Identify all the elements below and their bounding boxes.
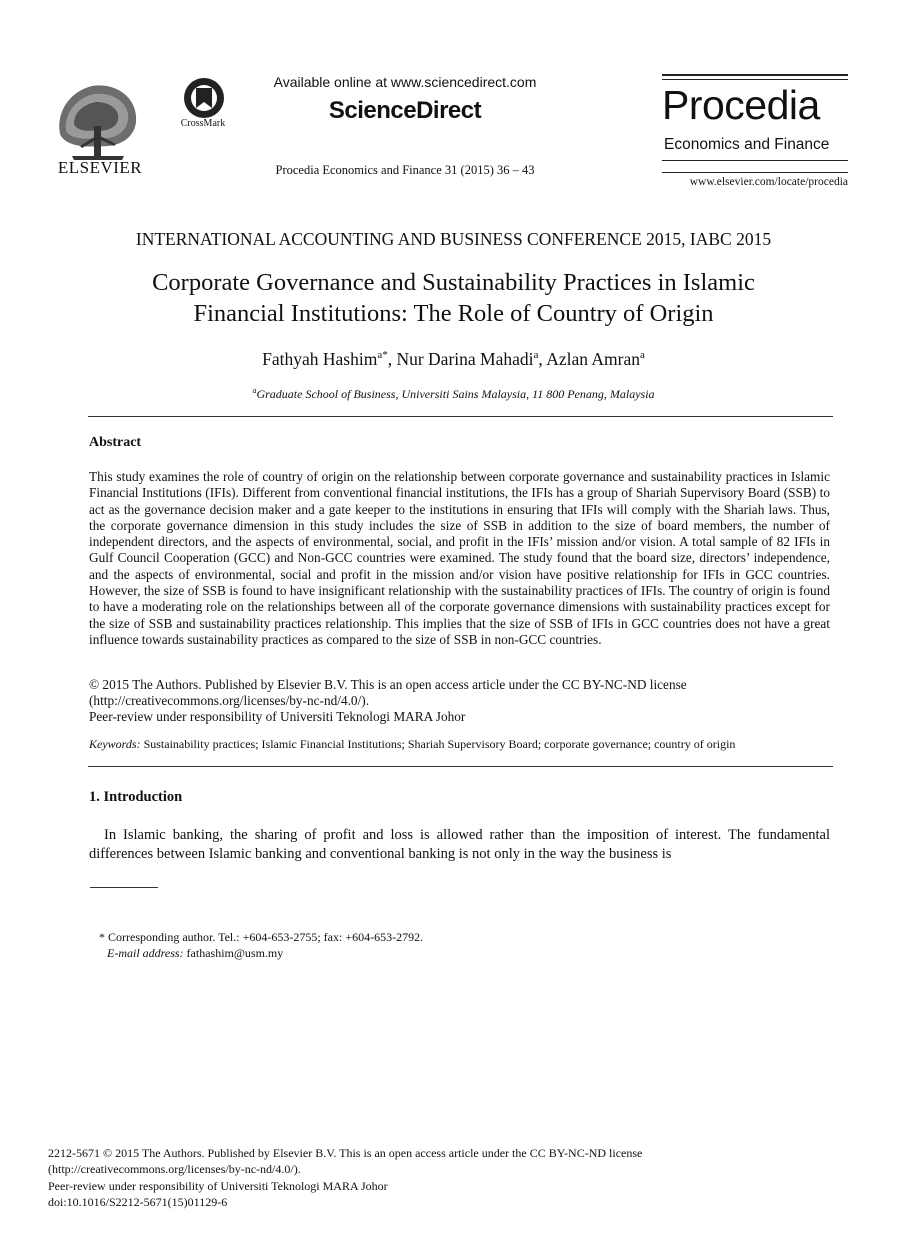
abstract-heading: Abstract xyxy=(89,435,142,450)
introduction-body: In Islamic banking, the sharing of profit and loss is allowed rather than the imposition of interest. The fundamental differences between Islamic banking and conventional banking is not only in the way the business is xyxy=(89,827,830,862)
publisher-name: ELSEVIER xyxy=(57,158,143,177)
procedia-rule xyxy=(662,172,848,173)
section-divider xyxy=(88,766,833,767)
keywords xyxy=(89,737,830,752)
procedia-rule xyxy=(662,74,848,76)
title-line: Corporate Governance and Sustainability Practices in Islamic xyxy=(152,269,755,296)
journal-url-link[interactable]: www.elsevier.com/locate/procedia xyxy=(689,176,848,188)
affiliation-text: Graduate School of Business, Universiti Sains Malaysia, 11 800 Penang, Malaysia xyxy=(256,387,655,401)
available-online-text: Available online at www.sciencedirect.com xyxy=(273,74,537,90)
copyright-notice: © 2015 The Authors. Published by Elsevier B.V. This is an open access article under the CC BY-NC-ND license xyxy=(89,677,687,692)
introduction-heading: 1. Introduction xyxy=(89,789,183,805)
doi-line[interactable]: doi:10.1016/S2212-5671(15)01129-6 xyxy=(48,1195,228,1209)
footnote-rule xyxy=(90,887,158,888)
procedia-rule xyxy=(662,79,848,80)
email-address[interactable]: fathashim@usm.my xyxy=(183,946,284,960)
author-separator: , xyxy=(387,349,397,369)
affiliation-marker: a xyxy=(252,386,257,395)
title-line: Financial Institutions: The Role of Country of Origin xyxy=(193,300,714,327)
author-name: Fathyah Hashim xyxy=(262,349,378,369)
license-link[interactable]: (http://creativecommons.org/licenses/by-nc-nd/4.0/). xyxy=(89,693,370,708)
email-note xyxy=(107,946,283,961)
author-name: Nur Darina Mahadi xyxy=(396,349,534,369)
sciencedirect-logo-text: ScienceDirect xyxy=(328,97,482,124)
issn-copyright-line: 2212-5671 © 2015 The Authors. Published by Elsevier B.V. This is an open access article under the CC BY-NC-ND license xyxy=(48,1146,643,1160)
author-affiliation-marker: a xyxy=(639,349,645,362)
author-affiliation-marker: a xyxy=(533,349,539,362)
bottom-license-link[interactable]: (http://creativecommons.org/licenses/by-nc-nd/4.0/). xyxy=(48,1162,301,1176)
journal-logo-subtitle: Economics and Finance xyxy=(664,136,830,153)
journal-reference: Procedia Economics and Finance 31 (2015) 36 – 43 xyxy=(275,163,535,177)
section-divider xyxy=(88,416,833,417)
bottom-peer-review: Peer-review under responsibility of Universiti Teknologi MARA Johor xyxy=(48,1179,388,1193)
crossmark-label: CrossMark xyxy=(180,118,226,129)
author-list xyxy=(100,349,807,370)
corresponding-author-note: * Corresponding author. Tel.: +604-653-2755; fax: +604-653-2792. xyxy=(99,930,424,944)
author-separator: , xyxy=(538,349,547,369)
affiliation xyxy=(100,386,807,402)
journal-logo-word: Procedia xyxy=(662,82,820,128)
procedia-rule xyxy=(662,160,848,161)
abstract-body: This study examines the role of country of origin on the relationship between corporate governance and sustainability practices in Islamic Financial Institutions (IFIs). Different from conventional financial institutions, the IFIs has a group of Shariah Supervisory Board (SSB) to act as the governance decision maker and a gate keeper to the institutions in ensuring that IFIs will comply with the Shariah laws. Thus, the corporate governance dimension in this study includes the size of SSB in addition to the size of board members, the number of independent directors, and the aspects of environmental, social, and profit in the IFIs’ mission and/or vision. A total sample of 82 IFIs in Gulf Council Cooperation (GCC) and Non-GCC countries were examined. The study found that the board size, directors’ independence, and the aspects of environmental, social and profit in the mission and/or vision have positive relationship for IFIs in GCC countries. However, the size of SSB is found to have insignificant relationship with the sustainability practices of IFIs. The country of origin is found to have a moderating role on the relationships between all of the corporate governance dimensions with sustainability practices except for the size of SSB and sustainability practices relationship. This implies that the size of SSB of IFIs in GCC countries does not have a great influence towards sustainability practices as compared to the size of SSB in non-GCC countries. xyxy=(89,469,830,647)
author-affiliation-marker: a* xyxy=(377,349,388,362)
peer-review-notice: Peer-review under responsibility of Universiti Teknologi MARA Johor xyxy=(89,709,466,724)
author-name: Azlan Amran xyxy=(546,349,640,369)
keywords-label: Keywords: xyxy=(89,737,141,751)
paper-title xyxy=(100,267,807,329)
email-label: E-mail address: xyxy=(107,946,184,960)
keywords-text: Sustainability practices; Islamic Financial Institutions; Shariah Supervisory Board; corporate governance; country of origin xyxy=(140,737,736,751)
conference-name: INTERNATIONAL ACCOUNTING AND BUSINESS CONFERENCE 2015, IABC 2015 xyxy=(135,229,772,249)
